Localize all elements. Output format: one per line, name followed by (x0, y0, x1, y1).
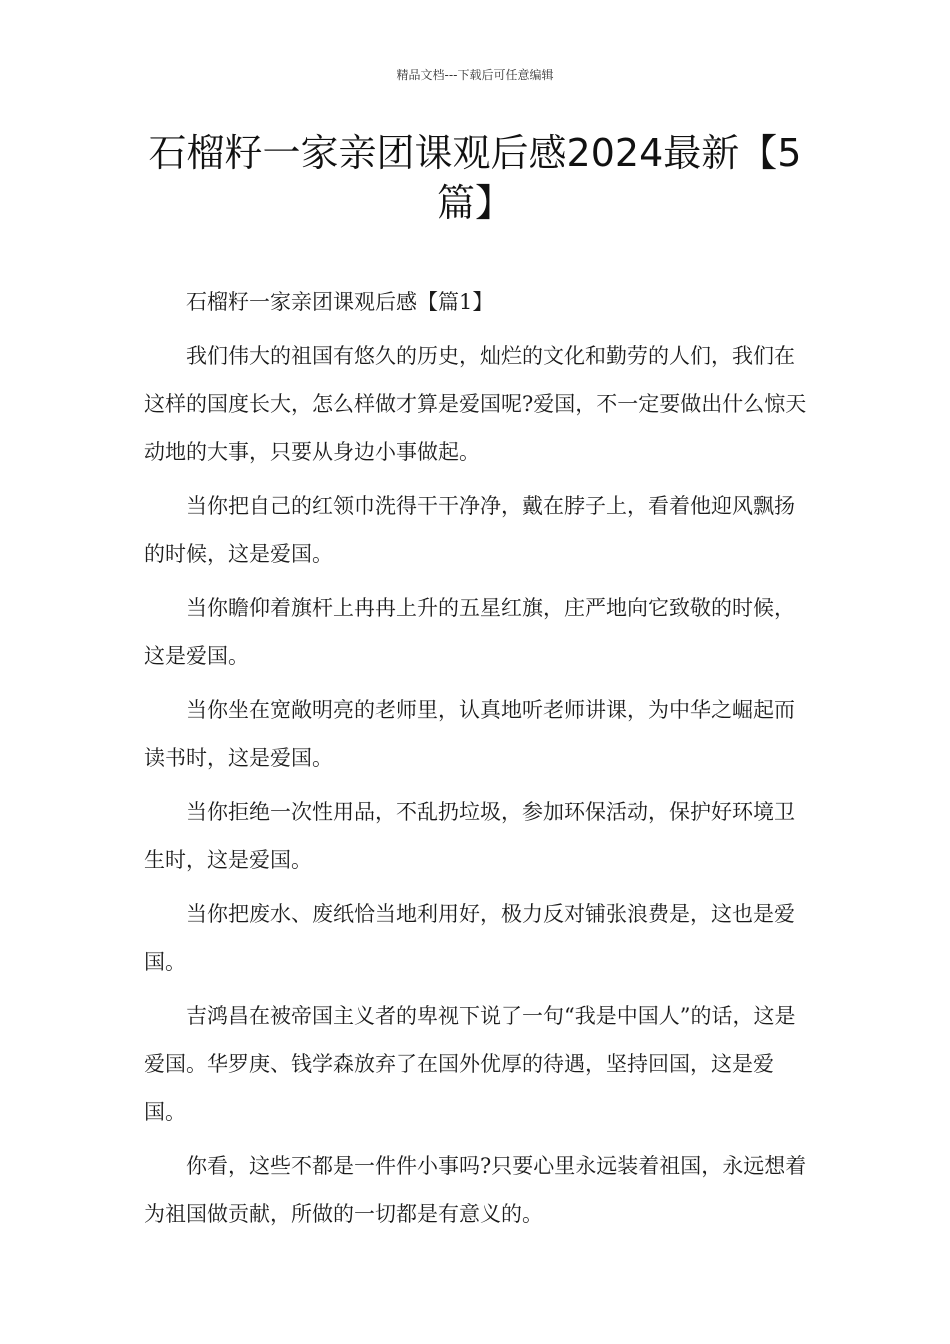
paragraph: 当你坐在宽敞明亮的老师里，认真地听老师讲课，为中华之崛起而读书时，这是爱国。 (144, 698, 795, 770)
page-header: 精品文档---下载后可任意编辑 (396, 68, 554, 82)
paragraph: 你看，这些不都是一件件小事吗?只要心里永远装着祖国，永远想着为祖国做贡献，所做的一切都是有意义的。 (144, 1154, 807, 1226)
paragraph: 吉鸿昌在被帝国主义者的卑视下说了一句“我是中国人”的话，这是爱国。华罗庚、钱学森放弃了在国外优厚的待遇，坚持回国，这是爱国。 (144, 1004, 796, 1124)
paragraph: 当你把废水、废纸恰当地利用好，极力反对铺张浪费是，这也是爱国。 (144, 902, 795, 974)
paragraph: 当你瞻仰着旗杆上冉冉上升的五星红旗，庄严地向它致敬的时候，这是爱国。 (144, 596, 795, 668)
document-body (144, 278, 812, 1244)
paragraph: 当你把自己的红领巾洗得干干净净，戴在脖子上，看着他迎风飘扬的时候，这是爱国。 (144, 494, 795, 566)
paragraph: 我们伟大的祖国有悠久的历史，灿烂的文化和勤劳的人们，我们在这样的国度长大，怎么样做才算是爱国呢?爱国，不一定要做出什么惊天动地的大事，只要从身边小事做起。 (144, 344, 807, 464)
paragraph: 当你拒绝一次性用品，不乱扔垃圾，参加环保活动，保护好环境卫生时，这是爱国。 (144, 800, 795, 872)
document-title: 石榴籽一家亲团课观后感2024最新【5篇】 (148, 131, 802, 225)
paragraph: 石榴籽一家亲团课观后感【篇1】 (186, 290, 494, 314)
